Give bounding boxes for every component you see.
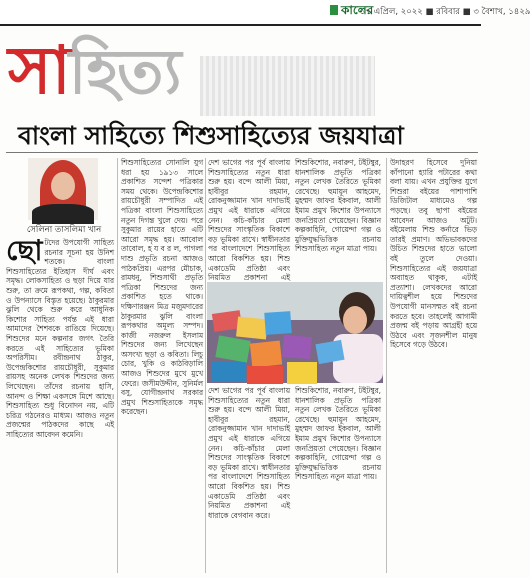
section-masthead [0,26,481,116]
article-column-5 [390,158,477,572]
dateline: ১৭ এপ্রিল, ২০২২ ■ রবিবার ■ ৩ বৈশাখ, ১৪২৯ [360,7,530,17]
column-5-text: উদাহরণ হিসেবে দুনিয়া কাঁপানো হ্যারি পটারের কথা বলা যায়। এখন প্রযুক্তির যুগে শিশুরা বইয়ের পাশাপাশি ডিজিটাল মাধ্যমেও গল্প পড়ছে। তবু ছাপা বইয়ের আবেদন আজও অটুট। বইমেলায় শিশু কর্নারে ভিড় তারই প্রমাণ। অভিভাবকদের উচিত শিশুদের হাতে ভালো বই তুলে দেওয়া। শিশুসাহিত্যের এই জয়যাত্রা অব্যাহত থাকুক, এটাই প্রত্যাশা। লেখকদের আরো দায়িত্বশীল হয়ে শিশুদের উপযোগী মানসম্মত বই রচনা করতে হবে। তাহলেই আগামী প্রজন্ম বই পড়ায় আগ্রহী হয়ে উঠবে এবং সৃজনশীল মানুষ হিসেবে গড়ে উঠবে। [390,158,477,350]
column-3-text: দেশ ভাগের পর পূর্ব বাংলায় শিশুসাহিত্যের নতুন ধারা শুরু হয়। বন্দে আলী মিয়া, হাবীবুর রহমান, রোকনুজ্জামান খান দাদাভাই প্রমুখ এই ধারাকে এগিয়ে নেন। কচি-কাঁচার মেলা শিশুদের সাংস্কৃতিক বিকাশে বড় ভূমিকা রাখে। স্বাধীনতার পর বাংলাদেশে শিশুসাহিত্য আরো বিকশিত হয়। শিশু একাডেমি প্রতিষ্ঠা এবং নিয়মিত প্রকাশনা এই [208,158,290,283]
author-shirt [32,204,94,224]
article-column-1 [6,234,114,572]
section-title-part-a: সা [8,31,69,109]
column-separator [386,158,387,573]
masthead-shade [200,56,375,116]
article-headline: বাংলা সাহিত্যে শিশুসাহিত্যের জয়যাত্রা [18,121,404,150]
article-column-3 [208,158,290,283]
brand-label: কালের [341,3,374,17]
column-4b-text: শিশুকিশোর, নবারুণ, টইটম্বুর, ধানশালিক প্রভৃতি পত্রিকা নতুন লেখক তৈরিতে ভূমিকা রেখেছে। হুমায়ূন আহমেদ, মুহম্মদ জাফর ইকবাল, আলী ইমাম প্রমুখ কিশোর উপন্যাসে জনপ্রিয়তা পেয়েছেন। বিজ্ঞান কল্পকাহিনি, গোয়েন্দা গল্প ও মুক্তিযুদ্ধভিত্তিক রচনায় শিশুসাহিত্য নতুন মাত্রা পায়। [295,386,381,482]
column-4-text: শিশুকিশোর, নবারুণ, টইটম্বুর, ধানশালিক প্রভৃতি পত্রিকা নতুন লেখক তৈরিতে ভূমিকা রেখেছে। হুমায়ূন আহমেদ, মুহম্মদ জাফর ইকবাল, আলী ইমাম প্রমুখ কিশোর উপন্যাসে জনপ্রিয়তা পেয়েছেন। বিজ্ঞান কল্পকাহিনি, গোয়েন্দা গল্প ও মুক্তিযুদ্ধভিত্তিক রচনায় শিশুসাহিত্য নতুন মাত্রা পায়। [295,158,381,254]
section-title-part-b: হিত্য [68,35,180,108]
books-illustration [207,282,383,383]
column-1-text: টদের উপযোগী সাহিত্য রচনার সূচনা হয় উনিশ শতকে। বাংলা শিশুসাহিত্যের ইতিহাস দীর্ঘ এবং সমৃদ্ধ। লোকসাহিত্য ও ছড়া দিয়ে যার শুরু, তা ক্রমে রূপকথা, গল্প, কবিতা ও উপন্যাসে বিস্তৃত হয়েছে। ঠাকুরমার ঝুলি থেকে শুরু করে আধুনিক কিশোর সাহিত্য পর্যন্ত এই ধারা আমাদের শৈশবকে রাঙিয়ে দিয়েছে। শিশুদের মনে কল্পনার জগৎ তৈরি করতে এই সাহিত্যের ভূমিকা অপরিসীম। রবীন্দ্রনাথ ঠাকুর, উপেন্দ্রকিশোর রায়চৌধুরী, সুকুমার রায়সহ অনেক লেখক শিশুদের জন্য লিখেছেন। তাঁদের রচনায় হাসি, আনন্দ ও শিক্ষা একসঙ্গে মিশে আছে। শিশুসাহিত্য শুধু বিনোদন নয়, এটি চরিত্র গঠনেরও মাধ্যম। আজও নতুন প্রজন্মের পাঠকদের কাছে এই সাহিত্যের আবেদন কমেনি। [6,238,114,439]
column-3b-text: দেশ ভাগের পর পূর্ব বাংলায় শিশুসাহিত্যের নতুন ধারা শুরু হয়। বন্দে আলী মিয়া, হাবীবুর রহমান, রোকনুজ্জামান খান দাদাভাই প্রমুখ এই ধারাকে এগিয়ে নেন। কচি-কাঁচার মেলা শিশুদের সাংস্কৃতিক বিকাশে বড় ভূমিকা রাখে। স্বাধীনতার পর বাংলাদেশে শিশুসাহিত্য আরো বিকশিত হয়। শিশু একাডেমি প্রতিষ্ঠা এবং নিয়মিত প্রকাশনা এই ধারাকে বেগবান করে। [208,386,290,520]
article-column-3b [208,386,290,572]
author-face [51,172,75,200]
column-separator [205,158,206,573]
column-separator [117,158,118,573]
article-column-4 [295,158,381,280]
author-name: সেলিনা তাসলিমা খান [26,225,102,235]
brand-flag-icon [330,5,338,15]
headline-rule [6,152,478,153]
column-2-text: শিশুসাহিত্যের সোনালি যুগ ধরা হয় ১৯১৩ সালে প্রকাশিত সন্দেশ পত্রিকার সময় থেকে। উপেন্দ্রকিশোর রায়চৌধুরী সম্পাদিত এই পত্রিকা বাংলা শিশুসাহিত্যে নতুন দিগন্ত খুলে দেয়। পরে সুকুমার রায়ের হাতে এটি আরো সমৃদ্ধ হয়। আবোল তাবোল, হ য ব র ল, পাগলা দাশু প্রভৃতি রচনা আজও পাঠকপ্রিয়। এরপর মৌচাক, রামধনু, শিশুসাথী প্রভৃতি পত্রিকা শিশুদের জন্য প্রকাশিত হতে থাকে। দক্ষিণারঞ্জন মিত্র মজুমদারের ঠাকুরমার ঝুলি বাংলা রূপকথার অমূল্য সম্পদ। কাজী নজরুল ইসলাম শিশুদের জন্য লিখেছেন অসংখ্য ছড়া ও কবিতা। লিচু চোর, খুকি ও কাঠবিড়ালি আজও শিশুদের মুখে মুখে ফেরে। জসীমউদ্দীন, সুনির্মল বসু, যোগীন্দ্রনাথ সরকার প্রমুখ শিশুসাহিত্যকে সমৃদ্ধ করেছেন। [121,158,203,417]
section-title [8,28,180,114]
children-reading-photo [207,282,383,383]
drop-cap: ছো [6,234,43,267]
article-column-2 [121,158,203,572]
article-column-4b [295,386,381,572]
author-photo [28,158,98,220]
